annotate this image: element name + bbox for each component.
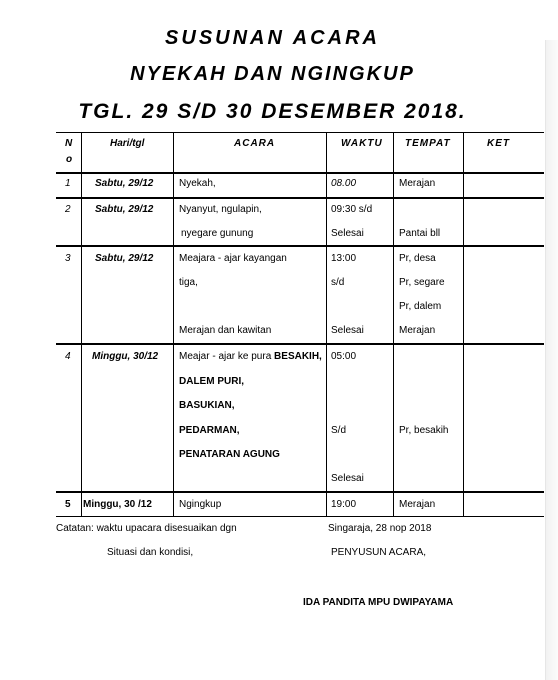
row-3-tempat-3: Pr, dalem bbox=[399, 301, 442, 312]
row-4-hari: Minggu, 30/12 bbox=[92, 351, 159, 362]
row-4-tempat: Pr, besakih bbox=[399, 425, 449, 436]
row-3-hari: Sabtu, 29/12 bbox=[95, 253, 154, 264]
row-4-acara-1-text: Meajar - ajar ke pura bbox=[179, 351, 275, 362]
row-4-waktu-2: S/d bbox=[331, 425, 347, 436]
header-waktu: WAKTU bbox=[341, 138, 383, 149]
row-5-acara: Ngingkup bbox=[179, 499, 222, 510]
column-divider bbox=[463, 132, 464, 517]
document-subtitle: NYEKAH DAN NGINGKUP bbox=[130, 63, 415, 85]
column-divider bbox=[326, 132, 327, 517]
row-3-waktu-1: 13:00 bbox=[331, 253, 357, 264]
row-3-no: 3 bbox=[65, 253, 71, 264]
header-no: N bbox=[65, 138, 73, 149]
row-divider-double bbox=[56, 198, 544, 199]
row-2-tempat: Pantai bll bbox=[399, 228, 441, 239]
row-2-waktu-2: Selesai bbox=[331, 228, 364, 239]
row-4-no: 4 bbox=[65, 351, 71, 362]
row-3-waktu-2: s/d bbox=[331, 277, 345, 288]
row-3-tempat-1: Pr, desa bbox=[399, 253, 436, 264]
document-date-range: TGL. 29 S/D 30 DESEMBER 2018. bbox=[78, 100, 467, 123]
row-4-acara-4: PEDARMAN, bbox=[179, 425, 240, 436]
row-4-acara-1 bbox=[179, 351, 322, 363]
row-1-waktu: 08.00 bbox=[331, 178, 357, 189]
row-4-waktu-3: Selesai bbox=[331, 473, 364, 484]
footer-note-line-2: Situasi dan kondisi, bbox=[107, 547, 194, 558]
row-3-acara-1: Meajara - ajar kayangan bbox=[179, 253, 287, 264]
header-ket: KET bbox=[487, 138, 510, 149]
table-bottom-border bbox=[56, 516, 544, 517]
row-1-acara: Nyekah, bbox=[179, 178, 216, 189]
header-hari-tgl: Hari/tgl bbox=[110, 138, 145, 149]
row-3-waktu-3: Selesai bbox=[331, 325, 364, 336]
row-1-no: 1 bbox=[65, 178, 71, 189]
row-2-no: 2 bbox=[65, 204, 71, 215]
row-5-hari: Minggu, 30 /12 bbox=[83, 499, 152, 510]
row-3-tempat-2: Pr, segare bbox=[399, 277, 445, 288]
row-5-no: 5 bbox=[65, 499, 71, 510]
header-acara: ACARA bbox=[234, 138, 276, 149]
row-2-acara-2: nyegare gunung bbox=[181, 228, 254, 239]
row-4-waktu-1: 05:00 bbox=[331, 351, 357, 362]
header-no-2: o bbox=[66, 154, 73, 165]
footer-place-date: Singaraja, 28 nop 2018 bbox=[328, 523, 432, 534]
column-divider bbox=[173, 132, 174, 517]
row-5-tempat: Merajan bbox=[399, 499, 436, 510]
row-2-acara-1: Nyanyut, ngulapin, bbox=[179, 204, 262, 215]
footer-signatory-name: IDA PANDITA MPU DWIPAYAMA bbox=[303, 597, 454, 608]
row-divider-double bbox=[56, 492, 544, 493]
header-bottom-border-double bbox=[56, 173, 544, 174]
row-3-acara-3: Merajan dan kawitan bbox=[179, 325, 272, 336]
row-4-acara-1-bold: BESAKIH, bbox=[274, 351, 322, 362]
header-tempat: TEMPAT bbox=[405, 138, 451, 149]
row-divider-double bbox=[56, 344, 544, 345]
row-5-waktu: 19:00 bbox=[331, 499, 357, 510]
document-title: SUSUNAN ACARA bbox=[165, 27, 380, 49]
footer-note-line-1: Catatan: waktu upacara disesuaikan dgn bbox=[56, 523, 237, 534]
row-3-acara-2: tiga, bbox=[179, 277, 198, 288]
row-2-hari: Sabtu, 29/12 bbox=[95, 204, 154, 215]
footer-role: PENYUSUN ACARA, bbox=[331, 547, 427, 558]
column-divider bbox=[81, 132, 82, 517]
row-4-acara-3: BASUKIAN, bbox=[179, 400, 235, 411]
row-2-waktu-1: 09:30 s/d bbox=[331, 204, 373, 215]
row-4-acara-2: DALEM PURI, bbox=[179, 376, 244, 387]
row-1-tempat: Merajan bbox=[399, 178, 436, 189]
column-divider bbox=[393, 132, 394, 517]
row-4-acara-5: PENATARAN AGUNG bbox=[179, 449, 280, 460]
table-top-border bbox=[56, 132, 544, 133]
row-3-tempat-4: Merajan bbox=[399, 325, 436, 336]
row-1-hari: Sabtu, 29/12 bbox=[95, 178, 154, 189]
row-divider-double bbox=[56, 246, 544, 247]
